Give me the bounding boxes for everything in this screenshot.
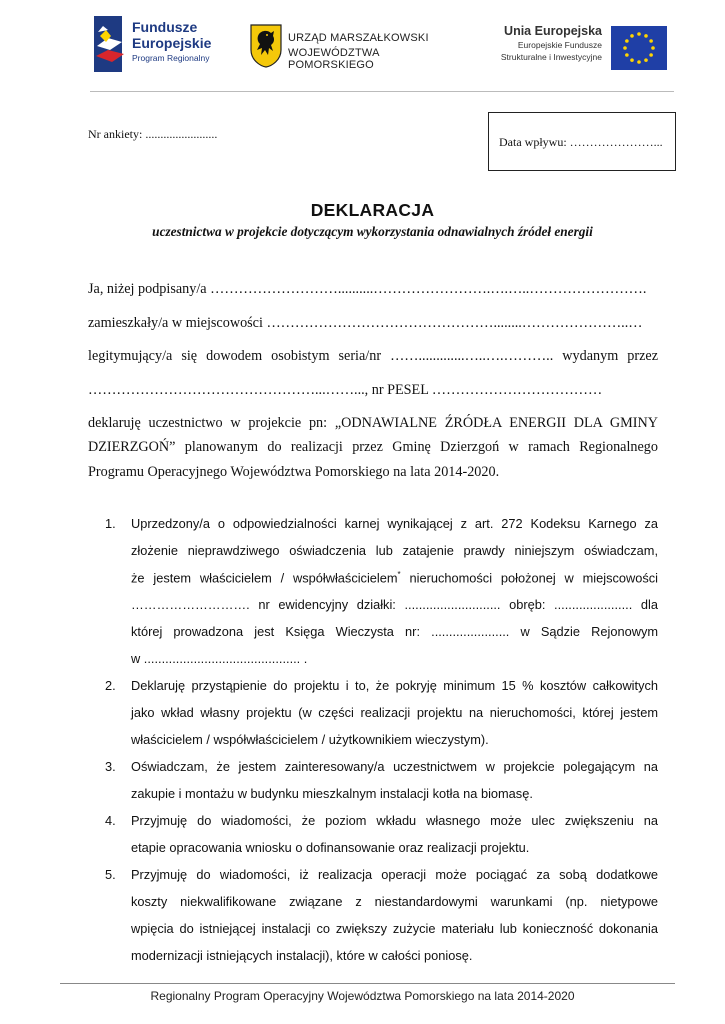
fundusze-europejskie-emblem-icon (94, 16, 128, 72)
item-number: 2. (105, 678, 116, 693)
item-line: że jestem właścicielem / współwłaścicielem* nieruchomości położonej w miejscowości (131, 570, 658, 586)
item-line: Uprzedzony/a o odpowiedzialności karnej wynikającej z art. 272 Kodeksu Karnego za (131, 516, 658, 531)
item-line: koszty niekwalifikowane związane z niestandardowymi warunkami (np. nietypowe (131, 894, 658, 909)
eu-star-icon (651, 46, 655, 50)
personal-address-line[interactable]: zamieszkały/a w miejscowości …………………………………………........…………………..… (88, 315, 643, 331)
item-line-fields[interactable]: której prowadzona jest Księga Wieczysta nr: ...................... w Sądzie Rejonowym (131, 624, 658, 639)
item-line: Deklaruję przystąpienie do projektu i to, że pokryję minimum 15 % kosztów całkowitych (131, 678, 658, 693)
item-line: modernizacji istniejących instalacji), które w całości poniosę. (131, 948, 473, 963)
fe-logo-line3: Program Regionalny (132, 53, 210, 63)
item-line: Oświadczam, że jestem zainteresowany/a uczestnictwem w projekcie polegającym na (131, 759, 658, 774)
ue-logo-line3: Strukturalne i Inwestycyjne (500, 52, 602, 62)
eu-star-icon (644, 58, 648, 62)
declaration-line: DZIERZGOŃ” planowanym do realizacji przez Gminę Dzierzgoń w ramach Regionalnego (88, 439, 658, 455)
eu-star-icon (649, 53, 653, 57)
eu-star-icon (637, 32, 641, 36)
item-number: 4. (105, 813, 116, 828)
eu-flag-icon (611, 26, 667, 70)
item-line-fields[interactable]: ………………………. nr ewidencyjny działki: ........................... obręb: ...................... dla (131, 597, 658, 612)
pomorskie-gryf-shield-icon (250, 24, 282, 68)
item-number: 3. (105, 759, 116, 774)
data-wplywu-box (488, 112, 676, 171)
ue-logo-line1: Unia Europejska (504, 24, 602, 38)
um-logo-line2: WOJEWÓDZTWA POMORSKIEGO (288, 47, 380, 71)
data-wplywu-field[interactable]: Data wpływu: …………………... (499, 135, 663, 149)
document-title: DEKLARACJA (310, 200, 435, 220)
item-line: Przyjmuję do wiadomości, że poziom wkładu własnego może ulec zwiększeniu na (131, 813, 658, 828)
declaration-line: deklaruję uczestnictwo w projekcie pn: „ODNAWIALNE ŹRÓDŁA ENERGII DLA GMINY (88, 415, 658, 431)
personal-name-line[interactable]: Ja, niżej podpisany/a ………………………..........…………………….….…..……………………. (88, 281, 647, 297)
footer-divider (60, 983, 675, 984)
fundusze-europejskie-logo (94, 16, 224, 76)
item-line: etapie opracowania wniosku o dofinansowanie oraz realizacji projektu. (131, 840, 530, 855)
item-line: jako wkład własny projektu (w części realizacji projektu na nieruchomości, której jestem (131, 705, 658, 720)
eu-star-icon (625, 53, 629, 57)
nr-ankiety-field[interactable]: Nr ankiety: ........................ (88, 127, 218, 141)
eu-star-icon (644, 34, 648, 38)
eu-star-icon (637, 60, 641, 64)
item-line: złożenie nieprawdziwego oświadczenia lub zatajenie prawdy niniejszym oświadczam, (131, 543, 658, 558)
item-line: wpięcia do istniejącej instalacji co zwiększy zużycie materiału lub konieczność dokonania (131, 921, 658, 936)
unia-europejska-logo (490, 24, 670, 74)
item-line: zakupie i montażu w budynku mieszkalnym instalacji kotła na biomasę. (131, 786, 533, 801)
header-divider (90, 91, 674, 92)
eu-star-icon (625, 39, 629, 43)
declaration-line: Programu Operacyjnego Województwa Pomorskiego na lata 2014-2020. (88, 464, 500, 480)
item-number: 1. (105, 516, 116, 531)
personal-id-line[interactable]: legitymujący/a się dowodem osobistym seria/nr …….............…..….……….. wydanym przez (88, 348, 658, 364)
document-subtitle: uczestnictwa w projekcie dotyczącym wykorzystania odnawialnych źródeł energii (152, 224, 593, 239)
um-logo-line1: URZĄD MARSZAŁKOWSKI (288, 32, 429, 44)
eu-star-icon (649, 39, 653, 43)
eu-star-icon (623, 46, 627, 50)
eu-star-icon (630, 58, 634, 62)
urzad-marszalkowski-logo (250, 24, 465, 74)
fe-logo-line2: Europejskie (132, 35, 212, 51)
ue-logo-line2: Europejskie Fundusze (517, 40, 602, 50)
item-line: właścicielem / współwłaścicielem / użytkownikiem wieczystym). (131, 732, 489, 747)
footer-text: Regionalny Program Operacyjny Województwa Pomorskiego na lata 2014-2020 (150, 989, 575, 1003)
fe-logo-line1: Fundusze (132, 19, 198, 35)
personal-pesel-line[interactable]: …………………………………………...……..., nr PESEL ……………………………… (88, 382, 603, 398)
item-number: 5. (105, 867, 116, 882)
item-line-fields[interactable]: w ............................................ . (131, 651, 308, 666)
item-line: Przyjmuję do wiadomości, iż realizacja operacji może pociągać za sobą dodatkowe (131, 867, 658, 882)
eu-star-icon (630, 34, 634, 38)
